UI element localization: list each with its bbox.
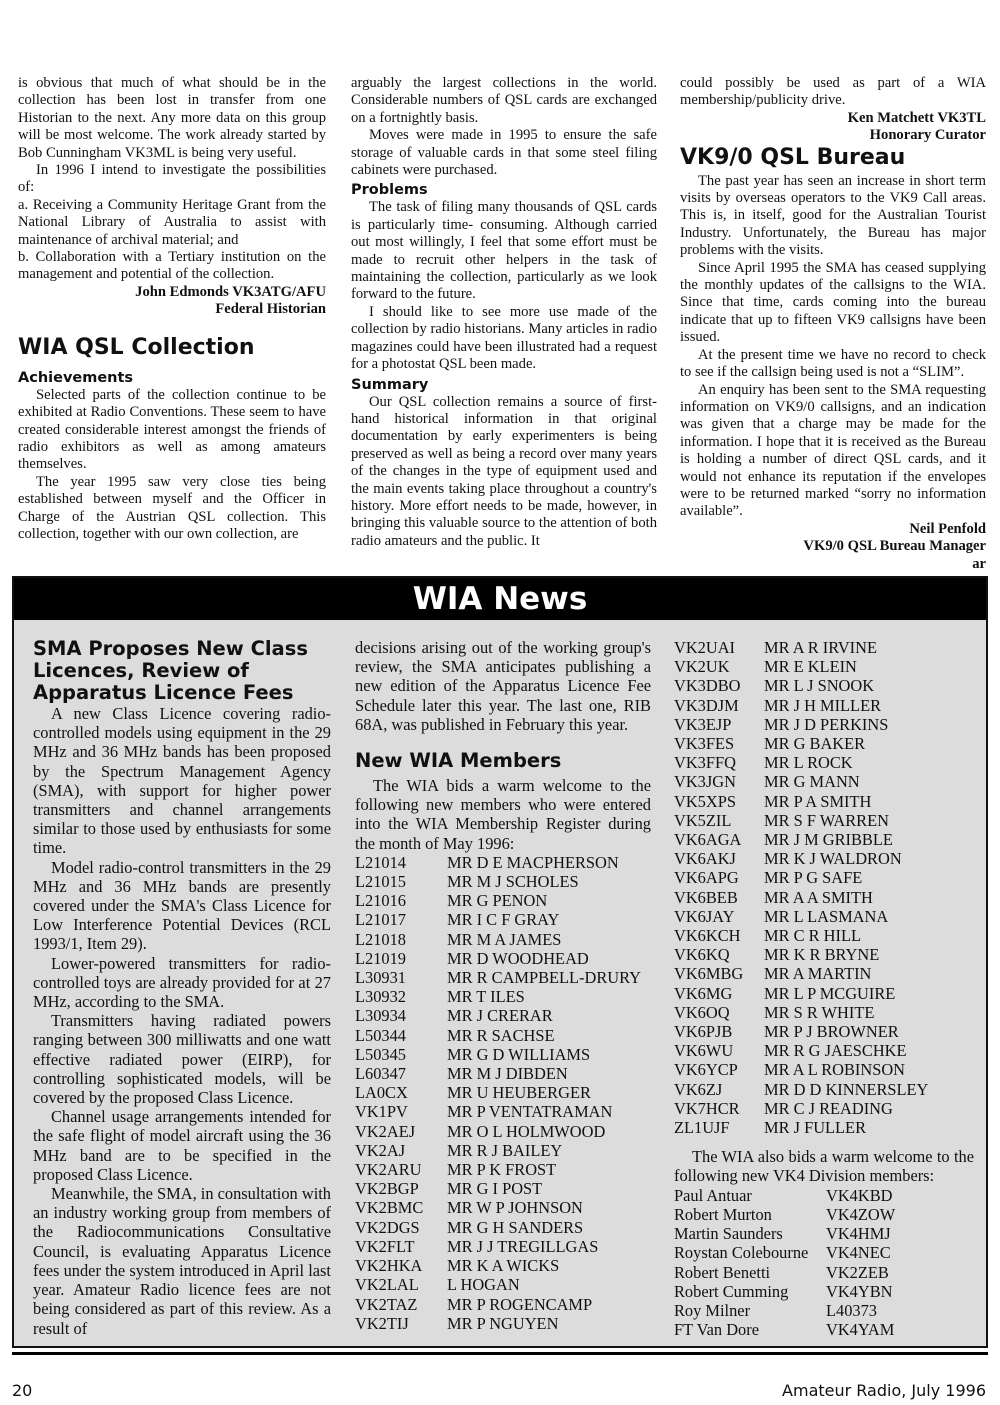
subsection-heading: Summary — [351, 376, 429, 393]
list-item: b. Collaboration with a Tertiary institution on the management and potential of the collection. — [18, 249, 326, 283]
body-paragraph: The past year has seen an increase in short term visits by overseas operators to the VK9 Call areas. This is, in itself, good for the Australian Tourist Industry. Unfortunately, the Bureau has major problems with the visits. — [680, 172, 986, 259]
member-row — [355, 910, 641, 929]
member-col-1: VK2UK — [674, 657, 730, 677]
member-col-1: VK2UAI — [674, 638, 736, 657]
body-paragraph: An enquiry has been sent to the SMA requesting information on VK9/0 callsigns, and an indication was given that a charge may be made for the information. I hope that it is received as the Bureau is holding a number of direct QSL cards, and it would not enhance its reputation if the envelopes were to be returned marked “sorry no information available”. — [680, 381, 986, 520]
body-paragraph: Transmitters having radiated powers ranging between 300 milliwatts and one watt effective radiated power (EIRP), for controlling sophisticated models, will be covered by the proposed Class Licence. — [33, 1011, 331, 1108]
body-paragraph: Channel usage arrangements intended for the safe flight of model aircraft using the 36 MHz band are to be specified in the proposed Class Licence. — [33, 1107, 331, 1184]
member-row — [674, 638, 928, 657]
member-col-1: Robert Murton — [674, 1204, 772, 1224]
news-column-3 — [674, 638, 974, 1339]
members-heading: New WIA Members — [355, 749, 562, 773]
news-column-1 — [33, 638, 331, 1338]
body-paragraph: decisions arising out of the working group's review, the SMA anticipates publishing a new edition of the Apparatus Licence Fee Schedule later this year. The last one, RIB 68A, was published in February this year. — [355, 638, 651, 734]
member-col-2: MR L P MCGUIRE — [764, 983, 896, 1003]
member-row — [355, 1083, 641, 1102]
member-row — [674, 984, 928, 1003]
member-col-2: MR E KLEIN — [764, 657, 857, 677]
member-col-2: MR P A SMITH — [764, 791, 872, 811]
member-col-1: Robert Cumming — [674, 1281, 789, 1301]
member-col-1: VK6JAY — [674, 906, 735, 926]
member-row — [674, 1205, 895, 1224]
vk4-members-table — [674, 1186, 895, 1340]
member-col-2: MR G MANN — [764, 772, 860, 792]
member-row — [355, 1045, 641, 1064]
member-row — [674, 1099, 928, 1118]
member-col-2: VK4ZOW — [826, 1204, 896, 1224]
member-row — [674, 772, 928, 791]
member-col-2: MR R SACHSE — [447, 1025, 555, 1045]
member-col-1: L30931 — [355, 968, 406, 988]
member-row — [674, 792, 928, 811]
member-row — [674, 964, 928, 983]
member-col-2: MR G H SANDERS — [447, 1217, 584, 1237]
body-paragraph: At the present time we have no record to check to see if the callsign being used is not a “SLIM”. — [680, 346, 986, 381]
body-paragraph: is obvious that much of what should be in the collection has been lost in transfer from one Historian to the next. Any more data on this group will be most welcome. The work already started by Bob Cunningham VK3ML is being very useful. — [18, 75, 326, 161]
member-row — [355, 968, 641, 987]
member-col-2: MR D E MACPHERSON — [447, 852, 619, 872]
member-col-1: VK6YCP — [674, 1060, 738, 1080]
member-row — [355, 1237, 641, 1256]
member-col-2: MR S F WARREN — [764, 810, 889, 830]
member-col-1: VK6PJB — [674, 1022, 733, 1042]
member-col-1: VK3DJM — [674, 695, 739, 715]
member-col-2: MR P G SAFE — [764, 868, 863, 888]
member-row — [674, 868, 928, 887]
member-col-2: MR L LASMANA — [764, 906, 889, 926]
member-col-2: MR P VENTATRAMAN — [447, 1102, 613, 1122]
member-col-2: MR A L ROBINSON — [764, 1060, 906, 1080]
news-column-2 — [355, 638, 651, 1333]
body-paragraph: Our QSL collection remains a source of first-hand historical information in that original documentation by early experimenters is being preserved as well as being a record over many years of the changes in the type of equipment used and the main events taking place throughout a country's history. More effort needs to be made, however, in bringing this valuable source to the attention of both radio amateurs and the public. It — [351, 393, 657, 549]
member-row — [355, 1198, 641, 1217]
member-row — [674, 830, 928, 849]
member-col-2: MR M J DIBDEN — [447, 1064, 568, 1084]
member-col-1: Martin Saunders — [674, 1224, 783, 1244]
member-col-2: VK2ZEB — [826, 1262, 889, 1282]
member-col-2: MR J CRERAR — [447, 1006, 553, 1026]
member-col-1: VK5XPS — [674, 791, 736, 811]
body-paragraph: Since April 1995 the SMA has ceased supplying the monthly updates of the callsigns to the WIA. Since that time, cards coming into the bureau indicate that up to fifteen VK9 callsigns have been issued. — [680, 259, 986, 346]
member-row — [674, 657, 928, 676]
member-col-2: VK4YAM — [826, 1320, 895, 1340]
member-col-2: MR P J BROWNER — [764, 1022, 899, 1042]
member-row — [355, 1256, 641, 1275]
member-row — [674, 1301, 895, 1320]
member-row — [355, 1295, 641, 1314]
member-col-2: MR J J TREGILLGAS — [447, 1236, 599, 1256]
member-row — [674, 734, 928, 753]
member-col-1: VK2LAL — [355, 1275, 419, 1295]
member-col-1: LA0CX — [355, 1083, 408, 1103]
member-col-2: MR R G JAESCHKE — [764, 1041, 907, 1061]
end-mark: ar — [972, 555, 986, 572]
member-row — [355, 1026, 641, 1045]
members-table — [355, 853, 641, 1333]
article-column-3 — [680, 75, 986, 573]
member-col-2: MR L J SNOOK — [764, 676, 875, 696]
member-row — [674, 1320, 895, 1339]
member-col-1: VK6APG — [674, 868, 739, 888]
member-col-2: MR P ROGENCAMP — [447, 1294, 593, 1314]
member-col-1: VK6WU — [674, 1041, 734, 1061]
wia-news-box — [12, 576, 988, 1348]
member-col-1: VK6KQ — [674, 945, 730, 965]
member-col-1: VK2BMC — [355, 1198, 424, 1218]
member-row — [674, 715, 928, 734]
member-col-1: VK6AGA — [674, 830, 742, 850]
member-row — [674, 1186, 895, 1205]
member-row — [355, 1006, 641, 1025]
member-row — [355, 949, 641, 968]
member-col-2: MR R CAMPBELL-DRURY — [447, 968, 641, 988]
member-col-2: MR P NGUYEN — [447, 1313, 559, 1333]
member-col-2: MR J FULLER — [764, 1118, 867, 1138]
member-col-1: VK2ARU — [355, 1160, 422, 1180]
body-paragraph: Moves were made in 1995 to ensure the safe storage of valuable cards in that some steel filing cabinets were purchased. — [351, 127, 657, 179]
body-paragraph: The task of filing many thousands of QSL cards is particularly time- consuming. Although carried out most willingly, I feel that some effort must be made to recruit other helpers in the task of maintaining the collection, particularly as we look forward to the future. — [351, 199, 657, 303]
member-col-1: VK5ZIL — [674, 810, 732, 830]
member-col-2: MR J M GRIBBLE — [764, 830, 893, 850]
member-row — [674, 926, 928, 945]
member-col-1: VK6MBG — [674, 964, 744, 984]
member-col-1: VK6KCH — [674, 926, 741, 946]
member-row — [674, 1022, 928, 1041]
body-paragraph: I should like to see more use made of the collection by radio historians. Many articles in radio magazines could have been illustrated had a request for a photostat QSL been made. — [351, 303, 657, 373]
member-row — [674, 1243, 895, 1262]
body-paragraph: Model radio-control transmitters in the 29 MHz and 36 MHz bands are presently covered under the SMA's Class Licence for Low Interference Potential Devices (RCL 1993/1, Item 29). — [33, 857, 331, 954]
member-col-2: MR I C F GRAY — [447, 910, 560, 930]
member-col-1: L30934 — [355, 1006, 406, 1026]
member-col-1: Paul Antuar — [674, 1185, 752, 1205]
body-paragraph: The WIA also bids a warm welcome to the following new VK4 Division members: — [674, 1147, 974, 1186]
member-col-1: VK2AEJ — [355, 1121, 416, 1141]
member-col-1: ZL1UJF — [674, 1118, 730, 1138]
member-col-2: MR C R HILL — [764, 926, 861, 946]
member-row — [674, 1041, 928, 1060]
member-row — [355, 987, 641, 1006]
member-col-2: MR A A SMITH — [764, 887, 873, 907]
story-headline: SMA Proposes New Class Licences, Review of Apparatus Licence Fees — [33, 637, 308, 704]
member-col-2: MR M J SCHOLES — [447, 872, 579, 892]
member-col-1: Robert Benetti — [674, 1262, 771, 1282]
member-col-2: MR D D KINNERSLEY — [764, 1079, 929, 1099]
member-col-2: MR G PENON — [447, 891, 548, 911]
body-paragraph: Selected parts of the collection continue to be exhibited at Radio Conventions. These seem to have created considerable interest amongst the friends of radio exhibitors as well as among amateurs themselves. — [18, 386, 326, 473]
member-col-2: MR K R BRYNE — [764, 945, 880, 965]
member-row — [355, 891, 641, 910]
member-row — [674, 1118, 928, 1137]
member-col-2: MR A R IRVINE — [764, 638, 877, 657]
member-row — [674, 907, 928, 926]
article-column-1 — [18, 75, 326, 543]
member-col-1: VK6ZJ — [674, 1079, 723, 1099]
member-col-1: FT Van Dore — [674, 1320, 759, 1340]
member-row — [355, 853, 641, 872]
author-name: John Edmonds VK3ATG/AFU — [135, 283, 326, 300]
member-col-1: VK3DBO — [674, 676, 741, 696]
member-col-1: L21014 — [355, 852, 406, 872]
member-col-2: MR U HEUBERGER — [447, 1083, 591, 1103]
member-col-1: VK2HKA — [355, 1256, 423, 1276]
member-col-1: VK2TAZ — [355, 1294, 418, 1314]
member-row — [674, 1060, 928, 1079]
member-row — [674, 888, 928, 907]
member-row — [674, 945, 928, 964]
member-col-1: VK3FES — [674, 734, 735, 754]
member-col-2: MR O L HOLMWOOD — [447, 1121, 606, 1141]
member-col-2: VK4HMJ — [826, 1224, 891, 1244]
member-col-2: MR R J BAILEY — [447, 1140, 563, 1160]
member-col-2: VK4NEC — [826, 1243, 891, 1263]
body-paragraph: could possibly be used as part of a WIA membership/publicity drive. — [680, 75, 986, 109]
publication-name: Amateur Radio, July 1996 — [782, 1381, 986, 1400]
body-paragraph: The year 1995 saw very close ties being established between myself and the Officer in Charge of the Austrian QSL collection. This collection, together with our own collection, are — [18, 473, 326, 542]
member-col-1: VK2FLT — [355, 1236, 415, 1256]
list-item: a. Receiving a Community Heritage Grant from the National Library of Australia to assist with maintenance of archival material; and — [18, 196, 326, 248]
author-name: Ken Matchett VK3TL — [847, 109, 986, 126]
author-title: Federal Historian — [215, 301, 326, 318]
member-col-1: VK3EJP — [674, 714, 732, 734]
member-col-2: MR J H MILLER — [764, 695, 882, 715]
member-row — [674, 1282, 895, 1301]
member-col-1: L60347 — [355, 1064, 406, 1084]
member-row — [674, 811, 928, 830]
member-col-1: VK2TIJ — [355, 1313, 409, 1333]
body-paragraph: The WIA bids a warm welcome to the following new members who were entered into the WIA Membership Register during the month of May 1996: — [355, 776, 651, 853]
member-col-1: L21016 — [355, 891, 406, 911]
member-row — [674, 676, 928, 695]
member-col-2: MR W P JOHNSON — [447, 1198, 583, 1218]
section-heading: WIA QSL Collection — [18, 334, 255, 360]
member-row — [355, 1218, 641, 1237]
member-row — [674, 1263, 895, 1282]
member-col-1: VK6AKJ — [674, 849, 736, 869]
member-row — [355, 1102, 641, 1121]
member-row — [674, 1224, 895, 1243]
member-col-1: L21019 — [355, 948, 406, 968]
subsection-heading: Problems — [351, 182, 428, 199]
member-col-1: VK6OQ — [674, 1002, 730, 1022]
body-paragraph: In 1996 I intend to investigate the possibilities of: — [18, 162, 326, 196]
member-col-2: MR G I POST — [447, 1179, 543, 1199]
member-row — [674, 849, 928, 868]
member-row — [355, 1064, 641, 1083]
member-col-1: Roystan Colebourne — [674, 1243, 809, 1263]
member-col-2: MR A MARTIN — [764, 964, 872, 984]
member-col-2: VK4KBD — [826, 1185, 893, 1205]
member-col-1: VK1PV — [355, 1102, 408, 1122]
member-col-1: Roy Milner — [674, 1300, 751, 1320]
author-name: Neil Penfold — [909, 520, 986, 537]
member-col-1: VK2DGS — [355, 1217, 420, 1237]
section-heading: VK9/0 QSL Bureau — [680, 144, 906, 170]
member-col-1: L21015 — [355, 872, 406, 892]
member-row — [355, 1179, 641, 1198]
member-col-1: VK3FFQ — [674, 753, 736, 773]
author-title: VK9/0 QSL Bureau Manager — [803, 538, 986, 555]
member-col-1: VK2AJ — [355, 1140, 406, 1160]
news-banner: WIA News — [14, 578, 986, 620]
member-col-1: VK6BEB — [674, 887, 738, 907]
member-col-2: VK4YBN — [826, 1281, 893, 1301]
member-row — [355, 1160, 641, 1179]
body-paragraph: A new Class Licence covering radio-controlled models using equipment in the 29 MHz and 36 MHz bands has been proposed by the Spectrum Management Agency (SMA), with support for higher power transmitters and channel arrangements similar to those used by enthusiasts for some time. — [33, 704, 331, 858]
member-row — [674, 1080, 928, 1099]
member-col-1: VK6MG — [674, 983, 733, 1003]
member-col-2: L HOGAN — [447, 1275, 520, 1295]
members-table — [674, 638, 928, 1137]
member-row — [355, 872, 641, 891]
member-row — [355, 1141, 641, 1160]
member-col-1: L30932 — [355, 987, 406, 1007]
member-col-2: MR M A JAMES — [447, 929, 562, 949]
member-row — [355, 1314, 641, 1333]
member-row — [355, 930, 641, 949]
member-col-1: L21017 — [355, 910, 406, 930]
member-col-1: VK7HCR — [674, 1098, 740, 1118]
member-row — [674, 1003, 928, 1022]
footer-rule — [12, 1352, 988, 1355]
member-col-2: MR P K FROST — [447, 1160, 557, 1180]
member-row — [674, 696, 928, 715]
member-col-2: MR K J WALDRON — [764, 849, 902, 869]
member-col-2: MR K A WICKS — [447, 1256, 560, 1276]
member-col-2: MR G BAKER — [764, 734, 866, 754]
member-col-1: VK2BGP — [355, 1179, 419, 1199]
member-col-2: MR S R WHITE — [764, 1002, 875, 1022]
member-col-2: MR D WOODHEAD — [447, 948, 589, 968]
member-col-1: L21018 — [355, 929, 406, 949]
author-title: Honorary Curator — [869, 127, 986, 144]
article-column-2 — [351, 75, 657, 550]
member-row — [355, 1122, 641, 1141]
body-paragraph: Lower-powered transmitters for radio-controlled toys are already provided for at 27 MHz, according to the SMA. — [33, 953, 331, 1012]
page-number: 20 — [12, 1381, 33, 1400]
member-row — [674, 753, 928, 772]
member-col-1: L50345 — [355, 1044, 406, 1064]
subsection-heading: Achievements — [18, 369, 134, 386]
member-col-2: MR G D WILLIAMS — [447, 1044, 591, 1064]
member-col-2: MR T ILES — [447, 987, 525, 1007]
member-col-2: MR L ROCK — [764, 753, 853, 773]
body-paragraph: Meanwhile, the SMA, in consultation with an industry working group from members of the Radiocommunications Consultative Council, is evaluating Apparatus Licence fees under the system introduced in April last year. Amateur Radio licence fees are not being considered as part of this review. As a result of — [33, 1184, 331, 1338]
member-col-2: MR J D PERKINS — [764, 714, 889, 734]
member-col-1: L50344 — [355, 1025, 406, 1045]
member-row — [355, 1275, 641, 1294]
member-col-2: MR C J READING — [764, 1098, 893, 1118]
member-col-2: L40373 — [826, 1300, 877, 1320]
body-paragraph: arguably the largest collections in the world. Considerable numbers of QSL cards are exchanged on a fortnightly basis. — [351, 75, 657, 126]
member-col-1: VK3JGN — [674, 772, 736, 792]
